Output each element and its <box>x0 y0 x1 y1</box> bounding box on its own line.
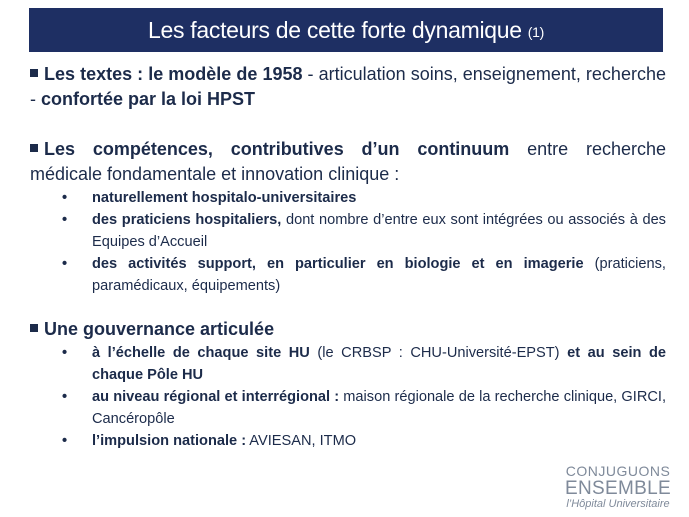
section-textes <box>30 62 666 112</box>
list-item <box>62 253 666 297</box>
item-bold: au niveau régional et interrégional : <box>92 389 340 405</box>
item-text: dont nombre d’entre eux sont intégrées ou associés à des Equipes d’Accueil <box>92 212 666 250</box>
section-gouvernance <box>30 317 666 452</box>
item-bold: des activités support, en particulier en biologie et en imagerie <box>92 256 584 272</box>
item-bold: l’impulsion nationale : <box>92 433 247 449</box>
square-bullet-icon <box>30 144 38 152</box>
square-bullet-icon <box>30 69 38 77</box>
section-heading: Les textes : le modèle de 1958 <box>44 64 303 84</box>
slide-content <box>30 62 666 452</box>
bullet-icon: • <box>62 345 68 361</box>
conjuguons-ensemble-logo <box>563 464 673 510</box>
item-bold: des praticiens hospitaliers, <box>92 212 282 228</box>
list-item <box>62 342 667 386</box>
sub-list <box>30 187 666 297</box>
list-item <box>62 187 666 209</box>
logo-line-3: l’Hôpital Universitaire <box>566 498 670 510</box>
square-bullet-icon <box>30 324 38 332</box>
logo-line-2: ENSEMBLE <box>565 478 671 499</box>
item-bold: à l’échelle de chaque site HU <box>92 345 310 361</box>
item-text: (praticiens, paramédicaux, équipements) <box>92 256 666 294</box>
item-text: AVIESAN, ITMO <box>246 433 357 449</box>
bullet-icon: • <box>62 190 68 206</box>
list-item <box>62 430 666 452</box>
item-bold-emphasis: et au sein de chaque Pôle HU <box>92 345 667 383</box>
list-item <box>62 386 667 430</box>
item-text: maison régionale de la recherche clinique, GIRCI, Cancéropôle <box>92 389 667 427</box>
section-text: - articulation soins, enseignement, recherche - <box>30 64 666 109</box>
item-bold: naturellement hospitalo-universitaires <box>92 190 357 206</box>
section-text: entre recherche médicale fondamentale et innovation clinique : <box>30 139 667 184</box>
bullet-icon: • <box>62 433 68 449</box>
slide-title: Les facteurs de cette forte dynamique <box>148 16 522 43</box>
section-competences <box>30 137 666 297</box>
bullet-icon: • <box>62 256 68 272</box>
bullet-icon: • <box>62 212 68 228</box>
slide-number: (1) <box>527 24 544 40</box>
logo-line-1: CONJUGUONS <box>565 463 671 479</box>
bullet-icon: • <box>62 389 68 405</box>
section-heading-emphasis: confortée par la loi HPST <box>41 89 256 109</box>
slide-title-bar <box>29 8 663 52</box>
section-heading: Les compétences, contributives d’un continuum <box>44 139 510 159</box>
section-heading: Une gouvernance articulée <box>44 319 275 339</box>
sub-list <box>30 342 666 452</box>
item-text: (le CRBSP : CHU-Université-EPST) <box>309 345 568 361</box>
list-item <box>62 209 666 253</box>
